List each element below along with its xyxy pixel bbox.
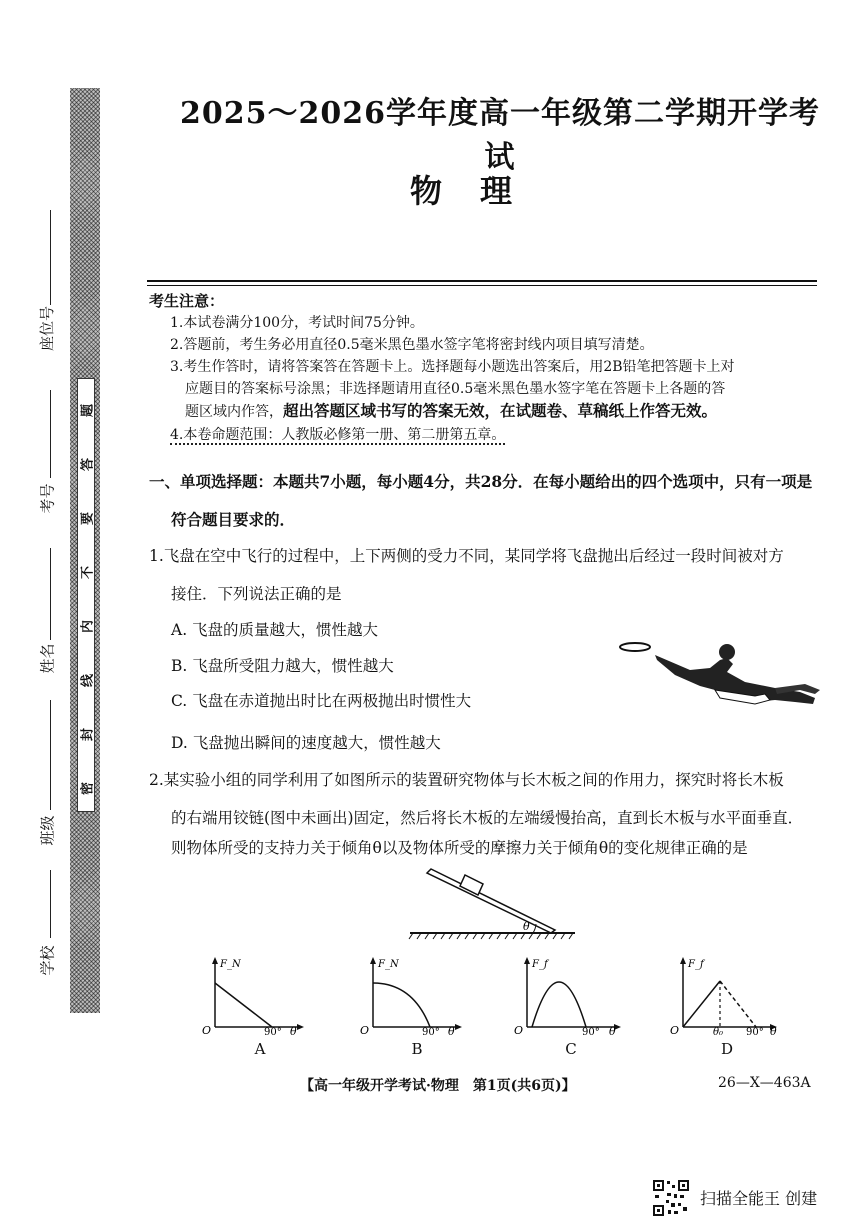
subject-title: 物理 [409, 172, 550, 210]
question-2-stem: 2.某实验小组的同学利用了如图所示的装置研究物体与长木板之间的作用力，探究时将长木板 [149, 771, 784, 789]
question-1-option-c[interactable]: C. 飞盘在赤道抛出时比在两极抛出时惯性大 [171, 692, 472, 710]
section-heading-cont: 符合题目要求的． [171, 510, 296, 529]
graph-d-xtick: 90° [746, 1027, 764, 1035]
notice-item: 1.本试卷满分100分，考试时间75分钟。 [170, 315, 424, 331]
question-1-option-d[interactable]: D. 飞盘抛出瞬间的速度越大，惯性越大 [171, 734, 441, 752]
graph-b-xlabel: θ [448, 1025, 455, 1035]
graph-c-origin: O [514, 1024, 524, 1035]
graph-a-letter: A [254, 1040, 266, 1058]
graph-d[interactable] [668, 955, 783, 1035]
graph-d-xlabel: θ [770, 1025, 777, 1035]
exam-title: 2025～2026学年度高一年级第二学期开学考试 [180, 96, 820, 175]
question-2-stem-cont: 的右端用铰链(图中未画出)固定，然后将长木板的左端缓慢抬高，直到长木板与水平面垂直． [171, 809, 804, 827]
school-line[interactable] [50, 870, 51, 938]
seal-char: 密 [80, 782, 96, 796]
seat-number-label: 座位号 [38, 305, 57, 352]
seal-char: 题 [80, 404, 96, 418]
page-footer: 【高一年级开学考试·物理 第1页(共6页)】 [300, 1078, 576, 1094]
notice-item: 3.考生作答时，请将答案答在答题卡上。选择题每小题选出答案后，用2B铅笔把答题卡上对 [170, 359, 735, 375]
name-label: 姓名 [38, 643, 57, 674]
paper-code: 26—X—463A [718, 1075, 811, 1091]
class-label: 班级 [38, 815, 57, 846]
graph-d-ylabel: F_f [688, 959, 704, 970]
seal-char: 内 [80, 620, 96, 634]
section-heading: 一、单项选择题：本题共7小题，每小题4分，共28分．在每小题给出的四个选项中，只有一项是 [149, 472, 813, 491]
graph-b-ylabel: F_N [378, 959, 399, 970]
seal-char: 不 [80, 566, 96, 580]
notice-item-text: 题区域内作答， [185, 404, 283, 420]
seat-number-line[interactable] [50, 210, 51, 305]
notice-item: 应题目的答案标号涂黑；非选择题请用直径0.5毫米黑色墨水签字笔在答题卡上各题的答 [185, 381, 726, 397]
notice-emphasis: 超出答题区域书写的答案无效，在试题卷、草稿纸上作答无效。 [283, 402, 718, 420]
header-rule-thin [147, 285, 817, 286]
graph-a-ylabel: F_N [220, 959, 241, 970]
graph-c-xtick: 90° [582, 1027, 600, 1035]
graph-c-ylabel: F_f [532, 959, 548, 970]
exam-number-label: 考号 [38, 483, 57, 514]
graph-b-letter: B [411, 1040, 423, 1058]
graph-b-origin: O [360, 1024, 370, 1035]
graph-b-xtick: 90° [422, 1027, 440, 1035]
incline-diagram [405, 868, 580, 943]
scanner-watermark: 扫描全能王 创建 [700, 1189, 818, 1208]
graph-c[interactable] [512, 955, 627, 1035]
frisbee-player-illustration [615, 630, 825, 720]
incline-angle-label: θ [523, 920, 530, 933]
graph-d-origin: O [670, 1024, 680, 1035]
graph-d-letter: D [720, 1040, 734, 1058]
notice-heading: 考生注意： [149, 292, 225, 310]
graph-a-origin: O [202, 1024, 212, 1035]
graph-c-letter: C [565, 1040, 577, 1058]
question-1-stem: 1.飞盘在空中飞行的过程中，上下两侧的受力不同，某同学将飞盘抛出后经过一段时间被对方 [149, 547, 784, 565]
graph-c-xlabel: θ [609, 1025, 616, 1035]
notice-scope: 4.本卷命题范围：人教版必修第一册、第二册第五章。 [170, 427, 506, 443]
graph-a-xtick: 90° [264, 1027, 282, 1035]
notice-item [170, 424, 505, 446]
graph-d-xtick-theta0: θ₀ [713, 1027, 724, 1035]
question-1-option-b[interactable]: B. 飞盘所受阻力越大，惯性越大 [171, 657, 394, 675]
graph-a[interactable] [200, 955, 310, 1035]
question-1-stem-cont: 接住．下列说法正确的是 [171, 585, 342, 603]
seal-char: 答 [80, 458, 96, 472]
seal-char: 要 [80, 512, 96, 526]
seal-line-box [77, 378, 95, 812]
notice-item-line [185, 400, 717, 423]
graph-a-xlabel: θ [290, 1025, 297, 1035]
name-line[interactable] [50, 548, 51, 640]
question-1-option-a[interactable]: A. 飞盘的质量越大，惯性越大 [171, 621, 379, 639]
graph-b[interactable] [358, 955, 468, 1035]
notice-item: 2.答题前，考生务必用直径0.5毫米黑色墨水签字笔将密封线内项目填写清楚。 [170, 337, 654, 353]
seal-char: 封 [80, 728, 96, 742]
exam-number-line[interactable] [50, 390, 51, 478]
school-label: 学校 [38, 945, 57, 976]
qr-code-icon [652, 1179, 690, 1217]
header-rule [147, 280, 817, 282]
seal-char: 线 [80, 674, 96, 688]
question-2-stem-cont2: 则物体所受的支持力关于倾角θ以及物体所受的摩擦力关于倾角θ的变化规律正确的是 [171, 839, 748, 857]
class-line[interactable] [50, 700, 51, 810]
